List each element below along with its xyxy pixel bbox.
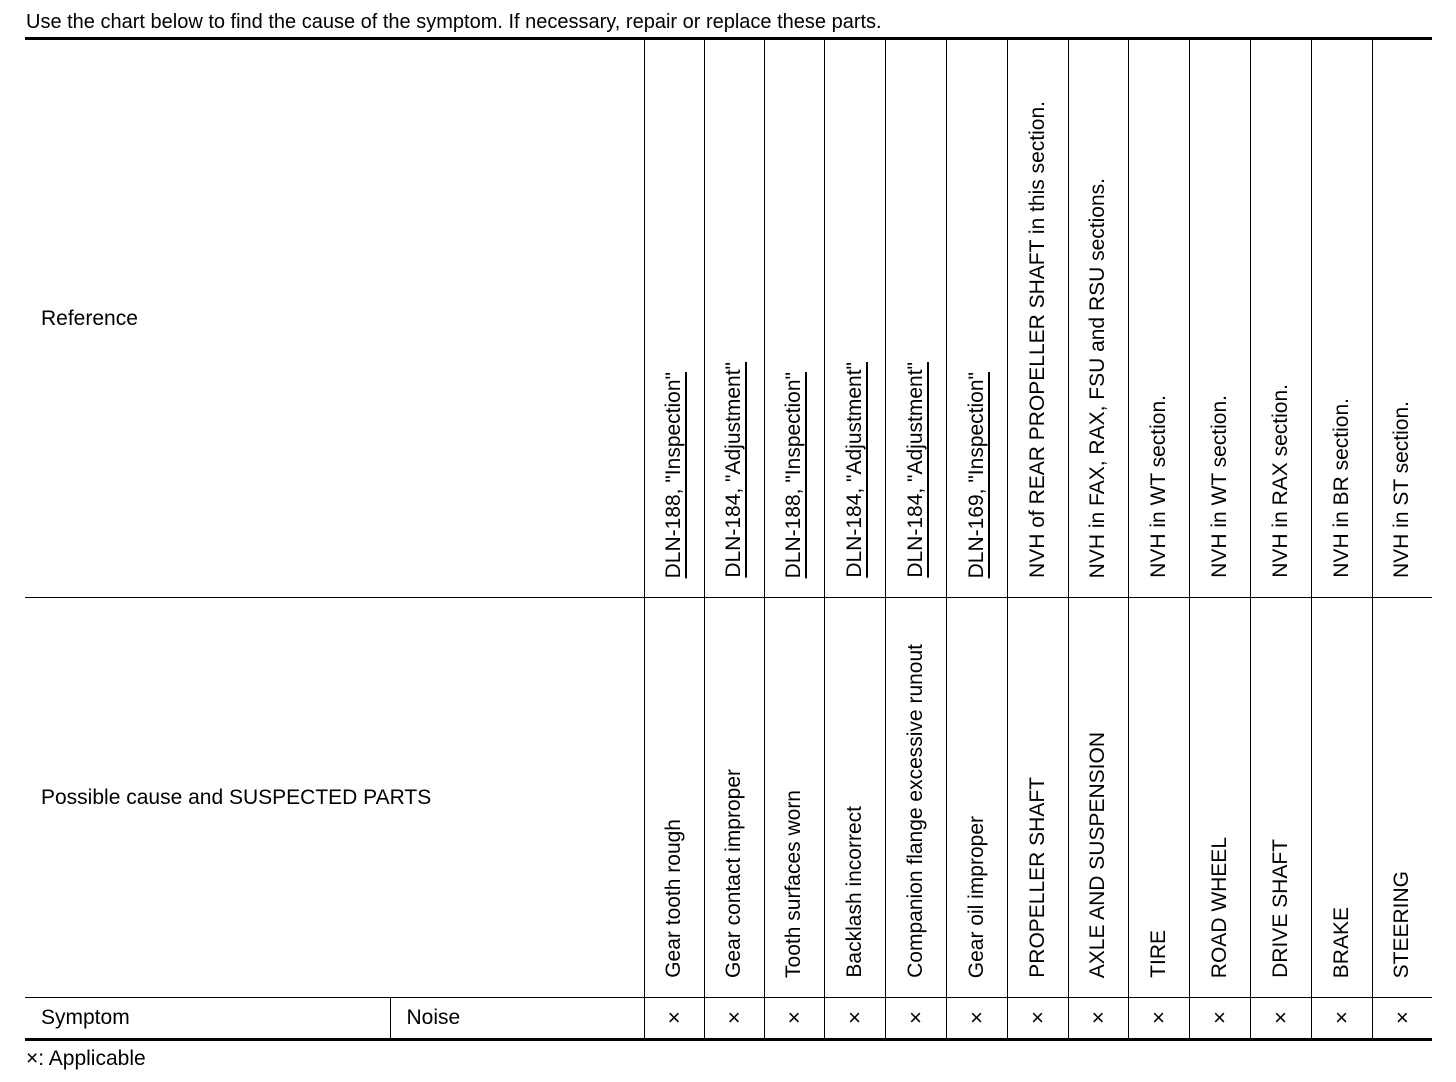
cause-cell: [1007, 598, 1068, 998]
reference-link[interactable]: DLN-188, "Inspection": [782, 371, 806, 578]
applicable-mark: ×: [1250, 998, 1311, 1040]
applicable-mark: ×: [1068, 998, 1128, 1040]
cause-text: AXLE AND SUSPENSION: [1086, 731, 1110, 978]
reference-row: [25, 39, 1432, 598]
applicable-mark: ×: [1311, 998, 1372, 1040]
applicable-mark: ×: [946, 998, 1007, 1040]
cause-text: PROPELLER SHAFT: [1025, 777, 1049, 978]
noise-label: Noise: [390, 998, 644, 1040]
cause-text: Gear contact improper: [722, 769, 746, 978]
reference-text: NVH in WT section.: [1146, 395, 1170, 578]
reference-cell: [1068, 39, 1128, 598]
reference-cell: [1250, 39, 1311, 598]
applicable-mark: ×: [824, 998, 885, 1040]
reference-cell: [1189, 39, 1250, 598]
cause-text: TIRE: [1146, 930, 1170, 978]
reference-link[interactable]: DLN-184, "Adjustment": [842, 362, 866, 578]
cause-cell: [1311, 598, 1372, 998]
cause-cell: [704, 598, 764, 998]
cause-text: Backlash incorrect: [842, 806, 866, 978]
cause-cell: [1372, 598, 1432, 998]
reference-link[interactable]: DLN-188, "Inspection": [662, 371, 686, 578]
nvh-troubleshooting-chart: [25, 37, 1432, 1041]
reference-label: Reference: [25, 39, 644, 598]
reference-cell: [1311, 39, 1372, 598]
reference-cell: [1128, 39, 1189, 598]
reference-link[interactable]: DLN-184, "Adjustment": [722, 362, 746, 578]
reference-text: NVH in FAX, RAX, FSU and RSU sections.: [1086, 177, 1110, 578]
cause-text: BRAKE: [1329, 906, 1353, 978]
reference-text: NVH in WT section.: [1207, 395, 1231, 578]
cause-cell: [885, 598, 946, 998]
applicable-mark: ×: [1189, 998, 1250, 1040]
possible-cause-row: [25, 598, 1432, 998]
cause-cell: [824, 598, 885, 998]
cause-text: DRIVE SHAFT: [1268, 839, 1292, 978]
applicable-mark: ×: [885, 998, 946, 1040]
reference-cell[interactable]: [704, 39, 764, 598]
cause-cell: [644, 598, 704, 998]
reference-text: NVH of REAR PROPELLER SHAFT in this section.: [1025, 101, 1049, 578]
intro-text: Use the chart below to find the cause of the symptom. If necessary, repair or replace these parts.: [26, 11, 882, 33]
applicable-mark: ×: [764, 998, 824, 1040]
reference-link[interactable]: DLN-169, "Inspection": [964, 371, 988, 578]
applicable-mark: ×: [1007, 998, 1068, 1040]
cause-cell: [1250, 598, 1311, 998]
reference-cell[interactable]: [946, 39, 1007, 598]
applicable-mark: ×: [1372, 998, 1432, 1040]
symptom-label: Symptom: [25, 998, 390, 1040]
cause-text: Gear tooth rough: [662, 819, 686, 978]
reference-text: NVH in BR section.: [1329, 398, 1353, 578]
cause-text: Gear oil improper: [964, 815, 988, 978]
reference-cell: [1007, 39, 1068, 598]
reference-cell: [1372, 39, 1432, 598]
applicable-mark: ×: [1128, 998, 1189, 1040]
cause-text: STEERING: [1390, 870, 1414, 978]
possible-cause-label: Possible cause and SUSPECTED PARTS: [25, 598, 644, 998]
reference-link[interactable]: DLN-184, "Adjustment": [903, 362, 927, 578]
applicable-mark: ×: [704, 998, 764, 1040]
cause-cell: [764, 598, 824, 998]
cause-cell: [1068, 598, 1128, 998]
cause-cell: [946, 598, 1007, 998]
cause-text: Tooth surfaces worn: [782, 790, 806, 978]
cause-cell: [1128, 598, 1189, 998]
reference-text: NVH in RAX section.: [1268, 384, 1292, 578]
reference-cell[interactable]: [885, 39, 946, 598]
symptom-row: [25, 998, 1432, 1040]
cause-cell: [1189, 598, 1250, 998]
reference-cell[interactable]: [824, 39, 885, 598]
applicable-mark: ×: [644, 998, 704, 1040]
reference-text: NVH in ST section.: [1390, 400, 1414, 578]
reference-cell[interactable]: [644, 39, 704, 598]
cause-text: Companion flange excessive runout: [903, 644, 927, 978]
cause-text: ROAD WHEEL: [1207, 836, 1231, 978]
reference-cell[interactable]: [764, 39, 824, 598]
footnote-legend: ×: Applicable: [26, 1047, 146, 1070]
